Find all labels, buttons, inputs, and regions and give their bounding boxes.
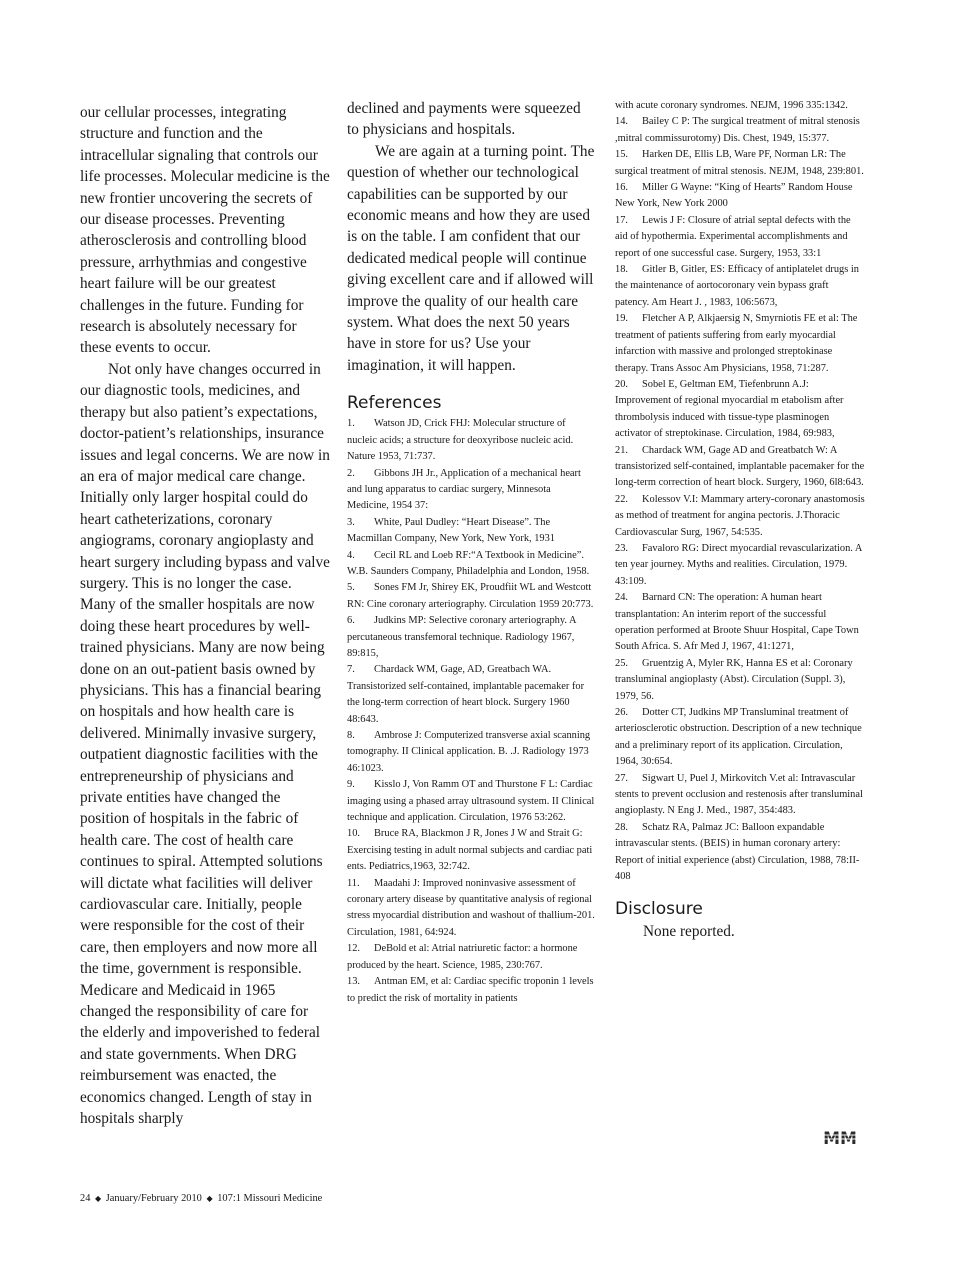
reference-text: Maadahi J: Improved noninvasive assessment of coronary artery disease by quantitative analysis of regional stress myocardial distribution and washout of thallium-201. Circulation, 1981, 64:924.: [347, 877, 595, 938]
reference-item: [347, 974, 595, 1007]
reference-text: Dotter CT, Judkins MP Transluminal treatment of arteriosclerotic obstruction. Description of a new technique and a preliminary report of its application. Circulation, 1964, 30:654.: [615, 707, 862, 768]
reference-number: 10.: [347, 828, 360, 840]
reference-number: 6.: [347, 615, 355, 627]
reference-item: [347, 416, 595, 465]
reference-number: 20.: [615, 378, 628, 390]
body-paragraph: Not only have changes occurred in our diagnostic tools, medicines, and therapy but also patient’s expectations, doctor-patient’s relationships, insurance issues and legal concerns. We are now in an era of major medical care change. Initially only larger hospital could do heart catheterizations, coronary angiograms, coronary angioplasty and heart surgery including bypass and valve surgery. This is no longer the case. Many of the smaller hospitals are now doing these heart procedures by well-trained physicians. Many are now being done on an out-patient basis owned by physicians. This has a financial bearing on hospitals and how health care is delivered. Minimally invasive surgery, outpatient diagnostic facilities with the entrepreneurship of physicians and private entities have changed the position of hospitals in the fabric of health care. The cost of health care continues to spiral. Attempted solutions will dictate what facilities will deliver cardiovascular care. Initially, people were responsible for the cost of their care, then employers and now more all the time, government is responsible. Medicare and Medicaid in 1965 changed the responsibility of care for the elderly and impoverished to federal and state governments. When DRG reimbursement was enacted, the economics changed. Length of stay in hospitals sharply: [80, 360, 330, 1128]
reference-number: 24.: [615, 592, 628, 604]
diamond-icon: ◆: [95, 1194, 102, 1203]
reference-number: 27.: [615, 772, 628, 784]
reference-text: Sigwart U, Puel J, Mirkovitch V.et al: Intravascular stents to prevent occlusion and restenosis after transluminal angioplasty. N Eng J. Med., 1987, 354:483.: [615, 772, 863, 817]
column-2: [347, 98, 595, 1007]
reference-number: 18.: [615, 264, 628, 276]
reference-item: [615, 147, 865, 180]
reference-item: [615, 443, 865, 492]
body-paragraph: our cellular processes, integrating structure and function and the intracellular signaling that controls our life processes. Molecular medicine is the new frontier uncovering the secrets of our disease processes. Preventing atherosclerosis and controlling blood pressure, arrhythmias and congestive heart failure will be our greatest challenges in the future. Funding for research is absolutely necessary for these events to occur.: [80, 104, 330, 357]
reference-text: Harken DE, Ellis LB, Ware PF, Norman LR: The surgical treatment of mitral stenosis. NEJM, 1948, 239:801.: [615, 149, 864, 177]
reference-text: Judkins MP: Selective coronary arteriography. A percutaneous transfemoral technique. Radiology 1967, 89:815,: [347, 615, 576, 659]
reference-number: 16.: [615, 182, 628, 194]
reference-continuation: with acute coronary syndromes. NEJM, 1996 335:1342.: [615, 100, 848, 111]
reference-list: [347, 416, 595, 1007]
disclosure-heading: Disclosure: [615, 898, 703, 919]
body-paragraph: declined and payments were squeezed to physicians and hospitals.: [347, 100, 581, 139]
reference-text: Watson JD, Crick FHJ: Molecular structure of nucleic acids; a structure for deoxyribose nucleic acid. Nature 1953, 71:737.: [347, 418, 574, 463]
reference-item: [347, 580, 595, 613]
reference-number: 13.: [347, 976, 360, 988]
reference-text: Chardack WM, Gage AD and Greatbatch W: A transistorized self-contained, implantable pacemaker for the long-term correction of heart block. Surgery, 1960, 6l8:643.: [615, 444, 865, 489]
reference-text: Miller G Wayne: “King of Hearts” Random House New York, New York 2000: [615, 182, 853, 210]
reference-number: 8.: [347, 730, 355, 741]
reference-number: 12.: [347, 943, 360, 955]
reference-text: Cecil RL and Loeb RF:“A Textbook in Medicine”. W.B. Saunders Company, Philadelphia and London, 1958.: [347, 549, 590, 577]
reference-number: 4.: [347, 549, 355, 561]
reference-number: 7.: [347, 664, 355, 676]
logo-text: MM: [823, 1130, 857, 1146]
reference-item: [347, 466, 595, 515]
reference-item: [347, 548, 595, 581]
reference-item: [347, 662, 595, 728]
disclosure-text: None reported.: [643, 922, 735, 940]
reference-text: Schatz RA, Palmaz JC: Balloon expandable intravascular stents. (BEIS) in human coronary artery: Report of initial experience (abst) Circulation, 1988, 78:II-408: [615, 821, 860, 883]
reference-text: Ambrose J: Computerized transverse axial scanning tomography. II Clinical application. B. .J. Radiology 1973 46:1023.: [347, 730, 591, 774]
reference-item: [615, 213, 865, 262]
journal-volume: 107:1 Missouri Medicine: [217, 1193, 323, 1204]
reference-number: 21.: [615, 444, 628, 456]
reference-text: Barnard CN: The operation: A human heart transplantation: An interim report of the successful operation performed at Broote Shuur Hospital, Cape Town South Africa. S. Afr Med J, 1967, 41:1271,: [615, 592, 859, 653]
reference-text: Kisslo J, Von Ramm OT and Thurstone F L: Cardiac imaging using a phased array ultrasound system. II Clinical technique and application. Circulation, 1976 53:262.: [347, 779, 595, 824]
reference-number: 19.: [615, 313, 628, 325]
reference-number: 15.: [615, 149, 628, 161]
reference-number: 2.: [347, 467, 355, 479]
reference-number: 11.: [347, 877, 360, 889]
reference-number: 3.: [347, 516, 355, 528]
issue-date: January/February 2010: [105, 1193, 202, 1204]
reference-text: Gruentzig A, Myler RK, Hanna ES et al: Coronary transluminal angioplasty (Abst). Circulation (Suppl. 3), 1979, 56.: [615, 657, 853, 702]
diamond-icon: ◆: [206, 1194, 213, 1203]
reference-text: Favaloro RG: Direct myocardial revascularization. A ten year journey. Myths and realities. Circulation, 1979. 43:109.: [615, 542, 862, 587]
reference-text: Lewis J F: Closure of atrial septal defects with the aid of hypothermia. Experimental accomplishments and report of one successful case. Surgery, 1953, 33:1: [615, 214, 851, 259]
reference-text: Gibbons JH Jr., Application of a mechanical heart and lung apparatus to cardiac surgery, Minnesota Medicine, 1954 37:: [347, 467, 581, 512]
reference-item: [347, 613, 595, 662]
column-1: [80, 102, 330, 1130]
reference-number: 28.: [615, 821, 628, 833]
reference-item: [347, 728, 595, 777]
reference-text: Kolessov V.I: Mammary artery-coronary anastomosis as method of treatment for angina pectoris. J.Thoracic Cardiovascular Surg, 1967, 54:535.: [615, 493, 865, 538]
reference-number: 25.: [615, 657, 628, 669]
reference-item: [615, 656, 865, 705]
reference-item: [347, 777, 595, 826]
reference-number: 17.: [615, 214, 628, 226]
column-3: [615, 98, 865, 942]
reference-item: [615, 180, 865, 213]
reference-text: Bruce RA, Blackmon J R, Jones J W and Strait G: Exercising testing in adult normal subjects and cardiac pati ents. Pediatrics,1963, 32:742.: [347, 828, 593, 873]
page-footer: [80, 1193, 322, 1204]
reference-item: [615, 590, 865, 656]
reference-item: [615, 311, 865, 377]
reference-number: 26.: [615, 707, 628, 719]
references-heading: References: [347, 393, 442, 414]
missouri-medicine-logo: [818, 1130, 862, 1146]
reference-number: 14.: [615, 116, 628, 128]
reference-text: Antman EM, et al: Cardiac specific troponin 1 levels to predict the risk of mortality in patients: [347, 976, 594, 1004]
body-paragraph: We are again at a turning point. The question of whether our technological capabilities can be supported by our economic means and how they are used is on the table. I am confident that our dedicated medical people will continue giving excellent care and if allowed will improve the quality of our health care system. What does the next 50 years have in store for us? Use your imagination, it will happen.: [347, 142, 595, 374]
reference-text: Sones FM Jr, Shirey EK, Proudfiit WL and Westcott RN: Cine coronary arteriography. Circulation 1959 20:773.: [347, 582, 594, 610]
reference-item: [347, 515, 595, 548]
reference-item: [615, 377, 865, 443]
reference-number: 5.: [347, 582, 355, 594]
reference-item: [615, 541, 865, 590]
reference-text: Fletcher A P, Alkjaersig N, Smyrniotis FE et al: The treatment of patients suffering from early myocardial infarction with massive and prolonged streptokinase therapy. Trans Assoc Am Physicians, 1958, 71:287.: [615, 313, 858, 374]
reference-number: 9.: [347, 779, 355, 791]
reference-list: [615, 98, 865, 886]
reference-item: [615, 492, 865, 541]
reference-item: [615, 114, 865, 147]
reference-text: White, Paul Dudley: “Heart Disease”. The Macmillan Company, New York, New York, 1931: [347, 516, 555, 545]
reference-item: [347, 826, 595, 875]
reference-number: 1.: [347, 418, 355, 430]
reference-text: Sobel E, Geltman EM, Tiefenbrunn A.J: Improvement of regional myocardial m etabolism after thrombolysis induced with tissue-type plasminogen activator of streptokinase. Circulation, 1984, 69:983,: [615, 378, 844, 440]
reference-text: Chardack WM, Gage, AD, Greatbach WA. Transistorized self-contained, implantable pacemaker for the long-term correction of heart block. Surgery 1960 48:643.: [347, 664, 585, 725]
reference-item: [615, 262, 865, 311]
reference-item: [347, 941, 595, 974]
reference-text: Gitler B, Gitler, ES: Efficacy of antiplatelet drugs in the maintenance of aortocoronary vein bypass graft patency. Am Heart J. , 1983, 106:5673,: [615, 264, 859, 308]
reference-item: [615, 705, 865, 771]
reference-number: 22.: [615, 493, 628, 505]
reference-item: [615, 771, 865, 820]
reference-item: [615, 820, 865, 886]
reference-text: Bailey C P: The surgical treatment of mitral stenosis ,mitral commissurotomy) Dis. Chest, 1949, 15:377.: [615, 116, 860, 144]
page-number: 24: [80, 1193, 91, 1204]
reference-item: [347, 876, 595, 942]
reference-text: DeBold et al: Atrial natriuretic factor: a hormone produced by the heart. Science, 1985, 230:767.: [347, 943, 578, 971]
reference-number: 23.: [615, 542, 628, 554]
body-text: [347, 98, 595, 376]
